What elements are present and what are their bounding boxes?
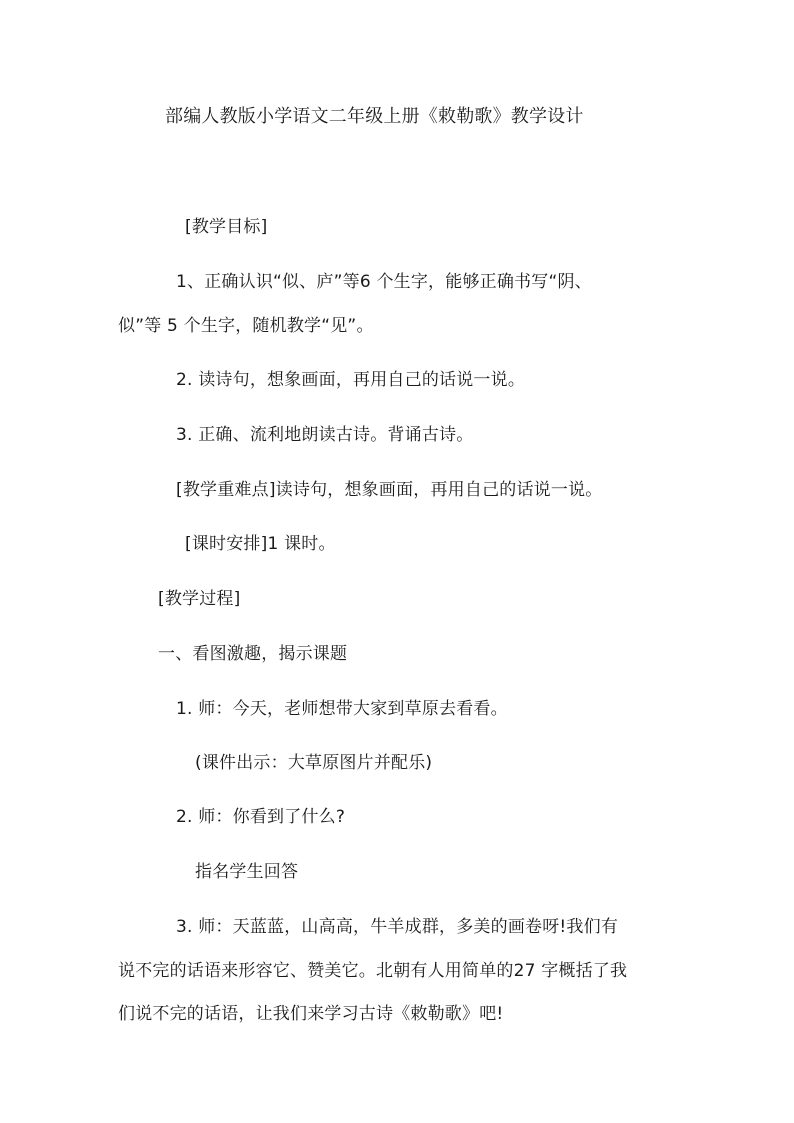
step-3-line3: 们说不完的话语，让我们来学习古诗《敕勒歌》吧!	[118, 1004, 504, 1024]
step-2-note: 指名学生回答	[195, 862, 299, 882]
document-title: 部编人教版小学语文二年级上册《敕勒歌》教学设计	[165, 106, 584, 127]
objective-2: 2. 读诗句，想象画面，再用自己的话说一说。	[176, 370, 526, 390]
objective-1-line2: 似”等 5 个生字，随机教学“见”。	[118, 316, 374, 336]
section-1-heading: 一、看图激趣，揭示课题	[158, 644, 348, 664]
schedule: [课时安排]1 课时。	[185, 534, 336, 554]
objective-3: 3. 正确、流利地朗读古诗。背诵古诗。	[176, 425, 474, 445]
step-2: 2. 师：你看到了什么?	[176, 807, 346, 827]
step-1-note: (课件出示：大草原图片并配乐)	[195, 753, 433, 773]
objectives-heading: [教学目标]	[185, 217, 268, 237]
step-1: 1. 师：今天，老师想带大家到草原去看看。	[176, 699, 508, 719]
step-3-line1: 3. 师：天蓝蓝，山高高，牛羊成群，多美的画卷呀!我们有	[176, 917, 619, 937]
key-difficulty: [教学重难点]读诗句，想象画面，再用自己的话说一说。	[176, 480, 603, 500]
process-heading: [教学过程]	[158, 589, 241, 609]
objective-1-line1: 1、正确认识“似、庐”等6 个生字，能够正确书写“阴、	[176, 272, 592, 292]
step-3-line2: 说不完的话语来形容它、赞美它。北朝有人用简单的27 字概括了我	[118, 961, 628, 981]
